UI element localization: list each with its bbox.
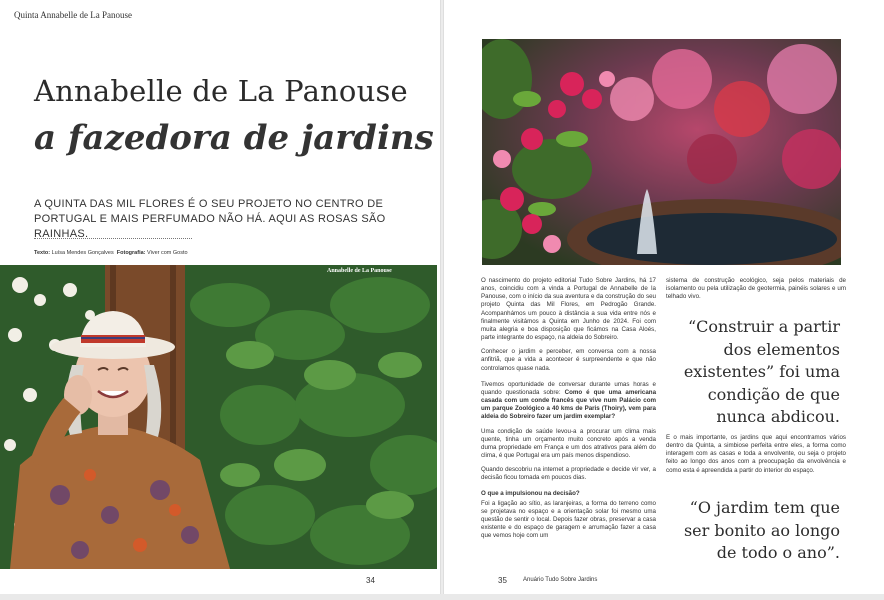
dotted-divider (34, 238, 192, 239)
paragraph: E o mais importante, os jardins que aqui encontramos vários dentro da Quinta, a simbiose perfeita entre eles, a forma como interagem com as casas e toda a envolvente, ou seja o projeto feito ao longo dos anos com a preocupação da envolvência e como esta é apreendida a partir do interior do espaço. (666, 434, 846, 474)
article-column-2 (666, 277, 846, 307)
paragraph: Quando descobriu na internet a propriedade e decide vir ver, a decisão ficou tomada em poucos dias. (481, 466, 656, 482)
interview-question: Como é que uma americana casada com um conde francês que vive num Palácio com um parque Zoológico a 40 kms de Paris (Thoiry), vem para aldeia do Sobreiro fazer um jardim exemplar? (481, 388, 657, 421)
left-page (0, 0, 440, 594)
article-title: Annabelle de La Panouse (34, 74, 408, 108)
paragraph (481, 381, 656, 422)
credit-photo-author: Viver com Gosto (147, 250, 188, 256)
roses-fountain-photo (482, 39, 841, 265)
interview-question: O que a impulsionou na decisão? (481, 490, 580, 498)
paragraph: Uma condição de saúde levou-a a procurar um clima mais quente, tinha um orçamento muito concreto após a venda duma propriedade em França e um dos atrativos para além do clima, é que Portugal era um país menos dispendioso. (481, 427, 656, 459)
paragraph: sistema de construção ecológico, seja pelos materiais de isolamento ou pela utilização de geotermia, painéis solares e um telhado vivo. (666, 277, 846, 301)
paragraph: O nascimento do projeto editorial Tudo Sobre Jardins, há 17 anos, coincidiu com a vinda a Portugal de Annabelle de la Panouse, com o início da sua aventura e da construção do seu projeto Quinta das Mil Flores, em Pedrogão Grande. Acompanhámos um pouco à distância a sua vida entre nós e finalmente visitámos a Quinta em Junho de 2024. Foi com muita alegria e boa disposição que ficámos na Casa Aloés, parte integrante do espaço, na aldeia do Sobreiro. (481, 277, 656, 342)
portrait-photo (0, 265, 437, 569)
running-head: Quinta Annabelle de La Panouse (14, 10, 132, 20)
portrait-photo-illustration (0, 265, 437, 569)
magazine-footer: Anuário Tudo Sobre Jardins (523, 577, 598, 583)
article-subtitle: a fazedora de jardins (34, 118, 434, 158)
page-number-right: 35 (498, 576, 507, 585)
pull-quote: “O jardim tem que ser bonito ao longo de todo o ano”. (683, 498, 840, 562)
paragraph: Foi a ligação ao sítio, as laranjeiras, a forma do terreno como se projetava no espaço e a orientação solar foi mesmo uma questão de sentir o local. Depois fazer obras, preservar a casa existente e do espaço de garagem e arrumação fazer a casa que vemos hoje com um (481, 499, 656, 540)
roses-fountain-illustration (482, 39, 841, 265)
paragraph-text: Tivemos oportunidade de conversar durante umas horas e quando questionada sobre: (481, 380, 656, 396)
right-page (444, 0, 884, 594)
credit-photo-label: Fotografia: (116, 250, 146, 256)
pull-quote: “Construir a partir dos elementos existentes” foi uma condição de que nunca abdicou. (683, 317, 840, 426)
credit-text-author: Luísa Mendes Gonçalves (51, 250, 114, 256)
article-column-1 (481, 277, 656, 546)
page-number-left: 34 (366, 576, 375, 585)
article-column-2-continued (666, 434, 846, 481)
article-lede: A QUINTA DAS MIL FLORES É O SEU PROJETO NO CENTRO DE PORTUGAL E MAIS PERFUMADO NÃO HÁ. AQUI AS ROSAS SÃO RAINHAS. (34, 198, 386, 240)
photo-caption: Annabelle de La Panouse (327, 268, 392, 274)
credit-text-label: Texto: (34, 250, 51, 256)
paragraph: Conhecer o jardim e perceber, em conversa com a nossa anfitriã, que a vida a acontecer é surpreendente e que não controlamos quase nada. (481, 348, 656, 372)
credits (34, 250, 188, 256)
